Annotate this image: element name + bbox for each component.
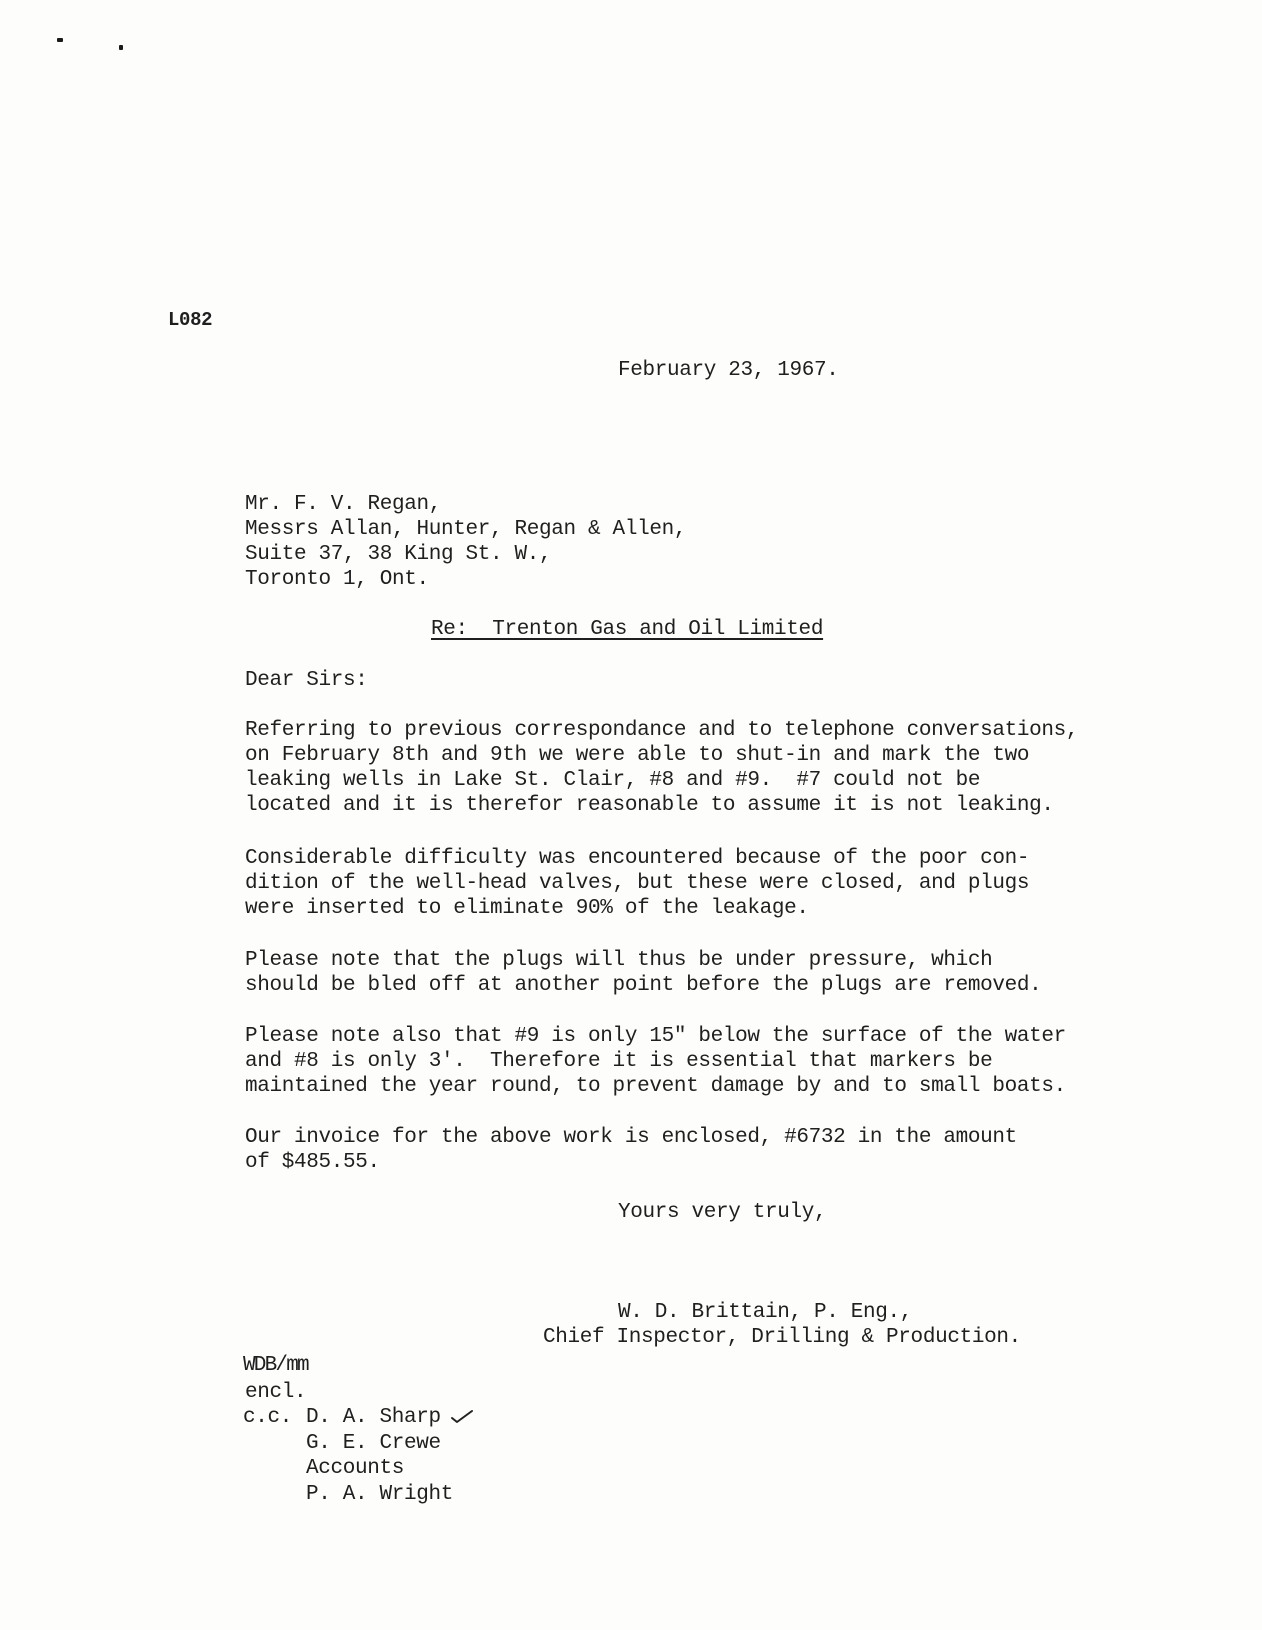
body-paragraph: Our invoice for the above work is enclosed, #6732 in the amount of $485.55. xyxy=(245,1126,1017,1174)
scan-speck xyxy=(57,38,63,42)
cc-recipient: G. E. Crewe xyxy=(306,1432,441,1455)
recipient-street: Suite 37, 38 King St. W., xyxy=(245,543,552,566)
cc-label: c.c. xyxy=(243,1406,293,1429)
body-paragraph: Considerable difficulty was encountered because of the poor con- dition of the well-head valves, but these were closed, and plugs were inserted to eliminate 90% of the leakage. xyxy=(245,847,1030,920)
cc-recipient: Accounts xyxy=(306,1457,405,1480)
reference-code: L082 xyxy=(168,309,213,331)
recipient-city: Toronto 1, Ont. xyxy=(245,568,429,591)
complimentary-close: Yours very truly, xyxy=(618,1201,827,1224)
body-paragraph: Please note that the plugs will thus be under pressure, which should be bled off at another point before the plugs are removed. xyxy=(245,949,1042,997)
typist-initials: WDB/mm xyxy=(243,1354,308,1377)
signatory-title: Chief Inspector, Drilling & Production. xyxy=(543,1326,1021,1349)
subject-line: Re: Trenton Gas and Oil Limited xyxy=(431,618,824,641)
recipient-name: Mr. F. V. Regan, xyxy=(245,493,442,516)
enclosure-note: encl. xyxy=(245,1381,307,1404)
salutation: Dear Sirs: xyxy=(245,669,368,692)
signatory-name: W. D. Brittain, P. Eng., xyxy=(618,1301,913,1324)
body-paragraph: Referring to previous correspondance and to telephone conversations, on February 8th and 9th we were able to shut-in and mark the two leaking wells in Lake St. Clair, #8 and #9. #7 could not be located and it is therefor reasonable to assume it is not leaking. xyxy=(245,719,1079,817)
body-paragraph: Please note also that #9 is only 15" below the surface of the water and #8 is only 3'. Therefore it is essential that markers be maintained the year round, to prevent damage by and to small boats. xyxy=(245,1025,1066,1098)
recipient-firm: Messrs Allan, Hunter, Regan & Allen, xyxy=(245,518,687,541)
scan-speck xyxy=(119,45,123,50)
cc-recipient: P. A. Wright xyxy=(306,1483,454,1506)
cc-recipient: D. A. Sharp xyxy=(306,1406,441,1429)
letter-date: February 23, 1967. xyxy=(618,359,839,382)
checkmark-icon xyxy=(450,1408,474,1424)
